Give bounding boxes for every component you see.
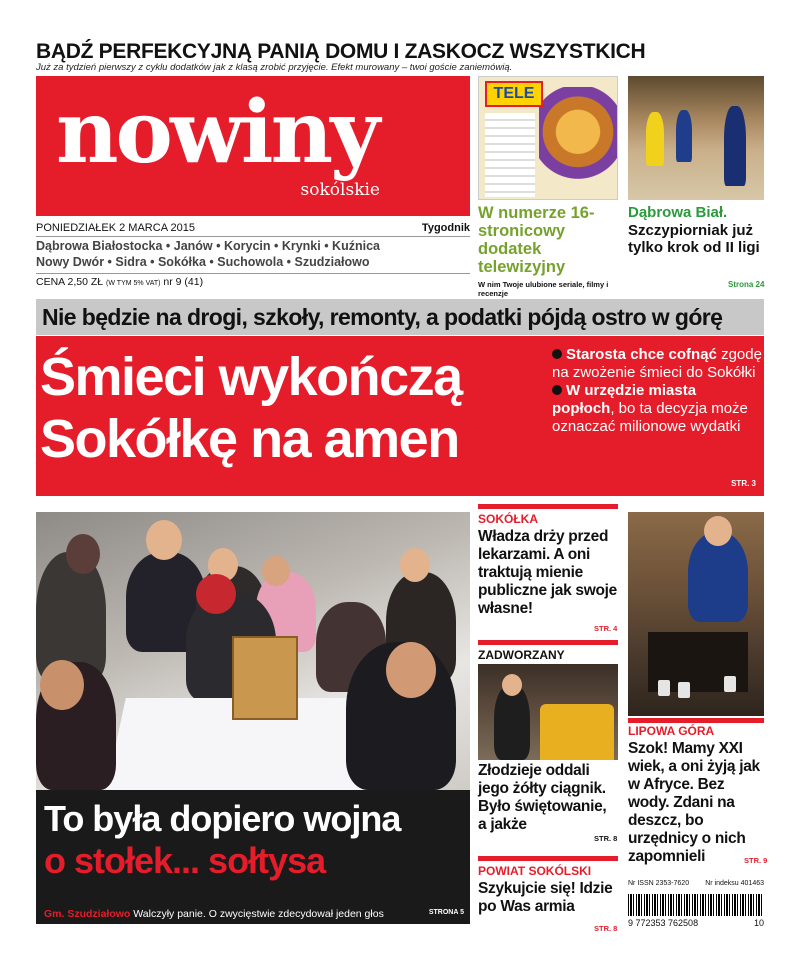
person-head xyxy=(704,516,732,546)
story-page-lipowa: STR. 9 xyxy=(744,856,768,865)
newspaper-logo-sub: sokólskie xyxy=(300,180,380,200)
ballot-box xyxy=(232,636,298,720)
main-bullet-2 xyxy=(552,382,762,436)
main-bullet-1-bold: Starosta chce cofnąć xyxy=(566,346,717,363)
section-divider xyxy=(478,504,618,509)
story-title-sokolka: Władza drży przed lekarzami. A oni traktują mienie publiczne jak swoje własne! xyxy=(478,528,618,617)
feature-headline-block xyxy=(36,790,470,924)
section-label-lipowa: LIPOWA GÓRA xyxy=(628,724,715,738)
election-meeting-photo xyxy=(36,512,470,790)
feature-lead xyxy=(44,908,464,920)
feature-lead-text: Walczyły panie. O zwycięstwie zdecydował jeden głos xyxy=(133,908,384,920)
section-label-sokolka: SOKÓŁKA xyxy=(478,512,538,526)
section-divider xyxy=(628,718,764,723)
section-divider xyxy=(478,640,618,645)
story-page-powiat: STR. 8 xyxy=(594,924,618,933)
tractor-photo xyxy=(478,664,618,760)
sport-team: Dąbrowa Biał. xyxy=(628,204,728,221)
promo-subline: Już za tydzień pierwszy z cyklu dodatków jak z klasą zrobić przyjęcie. Efekt murowany – twoi goście zaniemówią. xyxy=(36,62,513,73)
price-vat: (W TYM 5% VAT) xyxy=(106,280,161,287)
tele-promo-title: W numerze 16-stronicowy dodatek telewizyjny xyxy=(478,204,595,276)
promo-headline: BĄDŹ PERFEKCYJNĄ PANIĄ DOMU I ZASKOCZ WSZYSTKICH xyxy=(36,40,646,63)
player-figure xyxy=(724,106,746,186)
masthead xyxy=(36,76,470,216)
feature-headline-line-2: o stołek... sołtysa xyxy=(44,840,326,881)
frequency-label: Tygodnik xyxy=(421,222,470,234)
person-head xyxy=(400,548,430,582)
person-head xyxy=(386,642,436,698)
feature-location: Gm. Szudziałowo xyxy=(44,908,131,920)
barcode-icon xyxy=(628,894,764,916)
main-bullet-1-text: zgodę na zwożenie śmieci do Sokółki xyxy=(552,346,762,381)
section-label-powiat: POWIAT SOKÓLSKI xyxy=(478,864,592,878)
newspaper-logo: nowiny xyxy=(56,82,378,183)
tele-promo-note: W nim Twoje ulubione seriale, filmy i recenzje xyxy=(478,280,609,298)
person-head xyxy=(502,674,522,696)
main-bullet-2-bold: W urzędzie miasta popłoch xyxy=(552,382,697,417)
well-photo xyxy=(628,512,764,716)
tele-pages-graphic xyxy=(485,113,535,197)
section-divider xyxy=(478,856,618,861)
towns-list xyxy=(36,238,470,270)
player-figure xyxy=(676,110,692,162)
story-title-lipowa: Szok! Mamy XXI wiek, a oni żyją jak w Afryce. Bez wody. Zdani na deszcz, bo urzędnicy o nich zapomnieli xyxy=(628,740,760,865)
person-head xyxy=(40,660,84,710)
barcode-area xyxy=(628,880,764,928)
main-page-ref: STR. 3 xyxy=(731,479,756,488)
price-line xyxy=(36,273,470,288)
person-head xyxy=(262,556,290,586)
person-head xyxy=(146,520,182,560)
bucket xyxy=(658,680,670,696)
towns-line-2: Nowy Dwór • Sidra • Sokółka • Suchowola • Szudziałowo xyxy=(36,255,370,269)
bucket xyxy=(724,676,736,692)
main-headline-block xyxy=(36,336,764,496)
main-bullet-1 xyxy=(552,346,762,382)
feature-page-ref: STRONA 5 xyxy=(428,909,464,916)
issue-date: PONIEDZIAŁEK 2 MARCA 2015 xyxy=(36,222,195,234)
main-headline-line-2: Sokółkę na amen xyxy=(40,409,459,469)
player-figure xyxy=(646,112,664,166)
story-page-sokolka: STR. 4 xyxy=(594,624,618,633)
towns-line-1: Dąbrowa Białostocka • Janów • Korycin • Krynki • Kuźnica xyxy=(36,239,380,253)
kicker-band: Nie będzie na drogi, szkoły, remonty, a podatki pójdą ostro w górę xyxy=(36,299,764,335)
tele-logo: TELE xyxy=(485,81,543,107)
main-bullets xyxy=(552,346,762,436)
handball-photo xyxy=(628,76,764,200)
feature-headline-line-1: To była dopiero wojna xyxy=(44,798,401,839)
main-headline xyxy=(40,346,540,470)
bullet-icon xyxy=(552,349,562,359)
price: CENA 2,50 ZŁ xyxy=(36,276,104,288)
sport-page-ref: Strona 24 xyxy=(728,280,765,289)
section-label-zadworzany: ZADWORZANY xyxy=(478,648,565,662)
bucket xyxy=(678,682,690,698)
issue-number: nr 9 (41) xyxy=(163,276,204,288)
index-label: Nr indeksu 401463 xyxy=(705,880,764,887)
barcode-addon: 10 xyxy=(753,918,764,928)
story-title-powiat: Szykujcie się! Idzie po Was armia xyxy=(478,880,613,915)
yellow-tractor xyxy=(540,704,614,760)
dateline xyxy=(36,222,470,237)
main-bullet-2-text: , bo ta decyzja może oznaczać milionowe wydatki xyxy=(552,400,748,435)
sport-title: Szczypiorniak już tylko krok od II ligi xyxy=(628,222,760,256)
bullet-icon xyxy=(552,385,562,395)
issn-label: Nr ISSN 2353-7620 xyxy=(628,880,690,887)
barcode-digits: 9 772353 762508 xyxy=(628,918,699,928)
story-page-zadworzany: STR. 8 xyxy=(594,834,618,843)
person-head xyxy=(66,534,100,574)
tele-supplement-image xyxy=(478,76,618,200)
feature-headline xyxy=(44,798,464,882)
story-title-zadworzany: Złodzieje oddali jego żółty ciągnik. Było świętowanie, a jakże xyxy=(478,762,607,833)
cartoon-lion-graphic xyxy=(539,87,617,199)
main-headline-line-1: Śmieci wykończą xyxy=(40,347,462,407)
red-cap xyxy=(196,574,236,614)
